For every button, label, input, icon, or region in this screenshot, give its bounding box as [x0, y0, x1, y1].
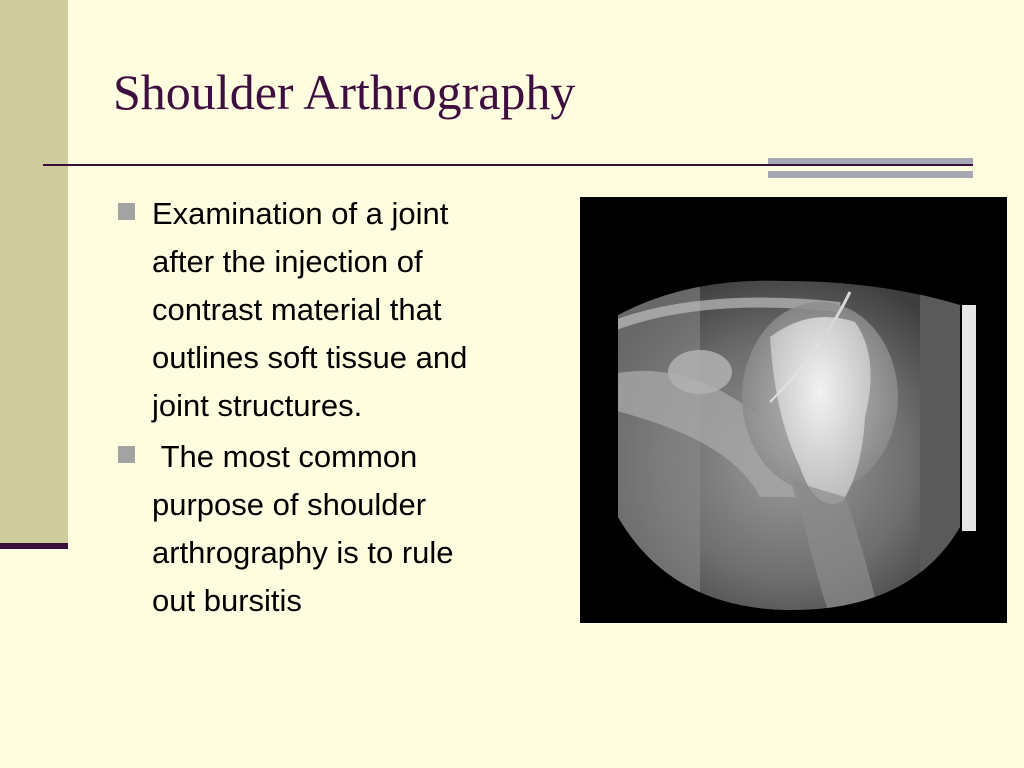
bullet-line: Examination of a joint	[152, 196, 449, 231]
bullet-line: The most common	[152, 439, 418, 474]
bullet-item	[116, 190, 568, 430]
bullet-item	[116, 433, 568, 625]
bullet-line: after the injection of	[152, 244, 423, 279]
square-bullet-icon	[118, 446, 135, 463]
bullet-line: contrast material that	[152, 292, 442, 327]
left-bar-accent-line	[0, 543, 68, 549]
bullet-line: out bursitis	[152, 583, 302, 618]
bullet-line: arthrography is to rule	[152, 535, 454, 570]
title-divider-bar-middle	[768, 164, 973, 166]
shoulder-xray-image	[580, 197, 1007, 623]
bullet-line: purpose of shoulder	[152, 487, 427, 522]
bullet-line: joint structures.	[152, 388, 363, 423]
slide-title: Shoulder Arthrography	[113, 64, 576, 120]
xray-collimator-edge	[962, 305, 976, 531]
bullet-line: outlines soft tissue and	[152, 340, 468, 375]
square-bullet-icon	[118, 203, 135, 220]
left-decorative-bar	[0, 0, 68, 548]
title-divider-line	[43, 164, 768, 166]
bullet-list	[116, 190, 568, 628]
title-divider-bar-bottom	[768, 171, 973, 178]
